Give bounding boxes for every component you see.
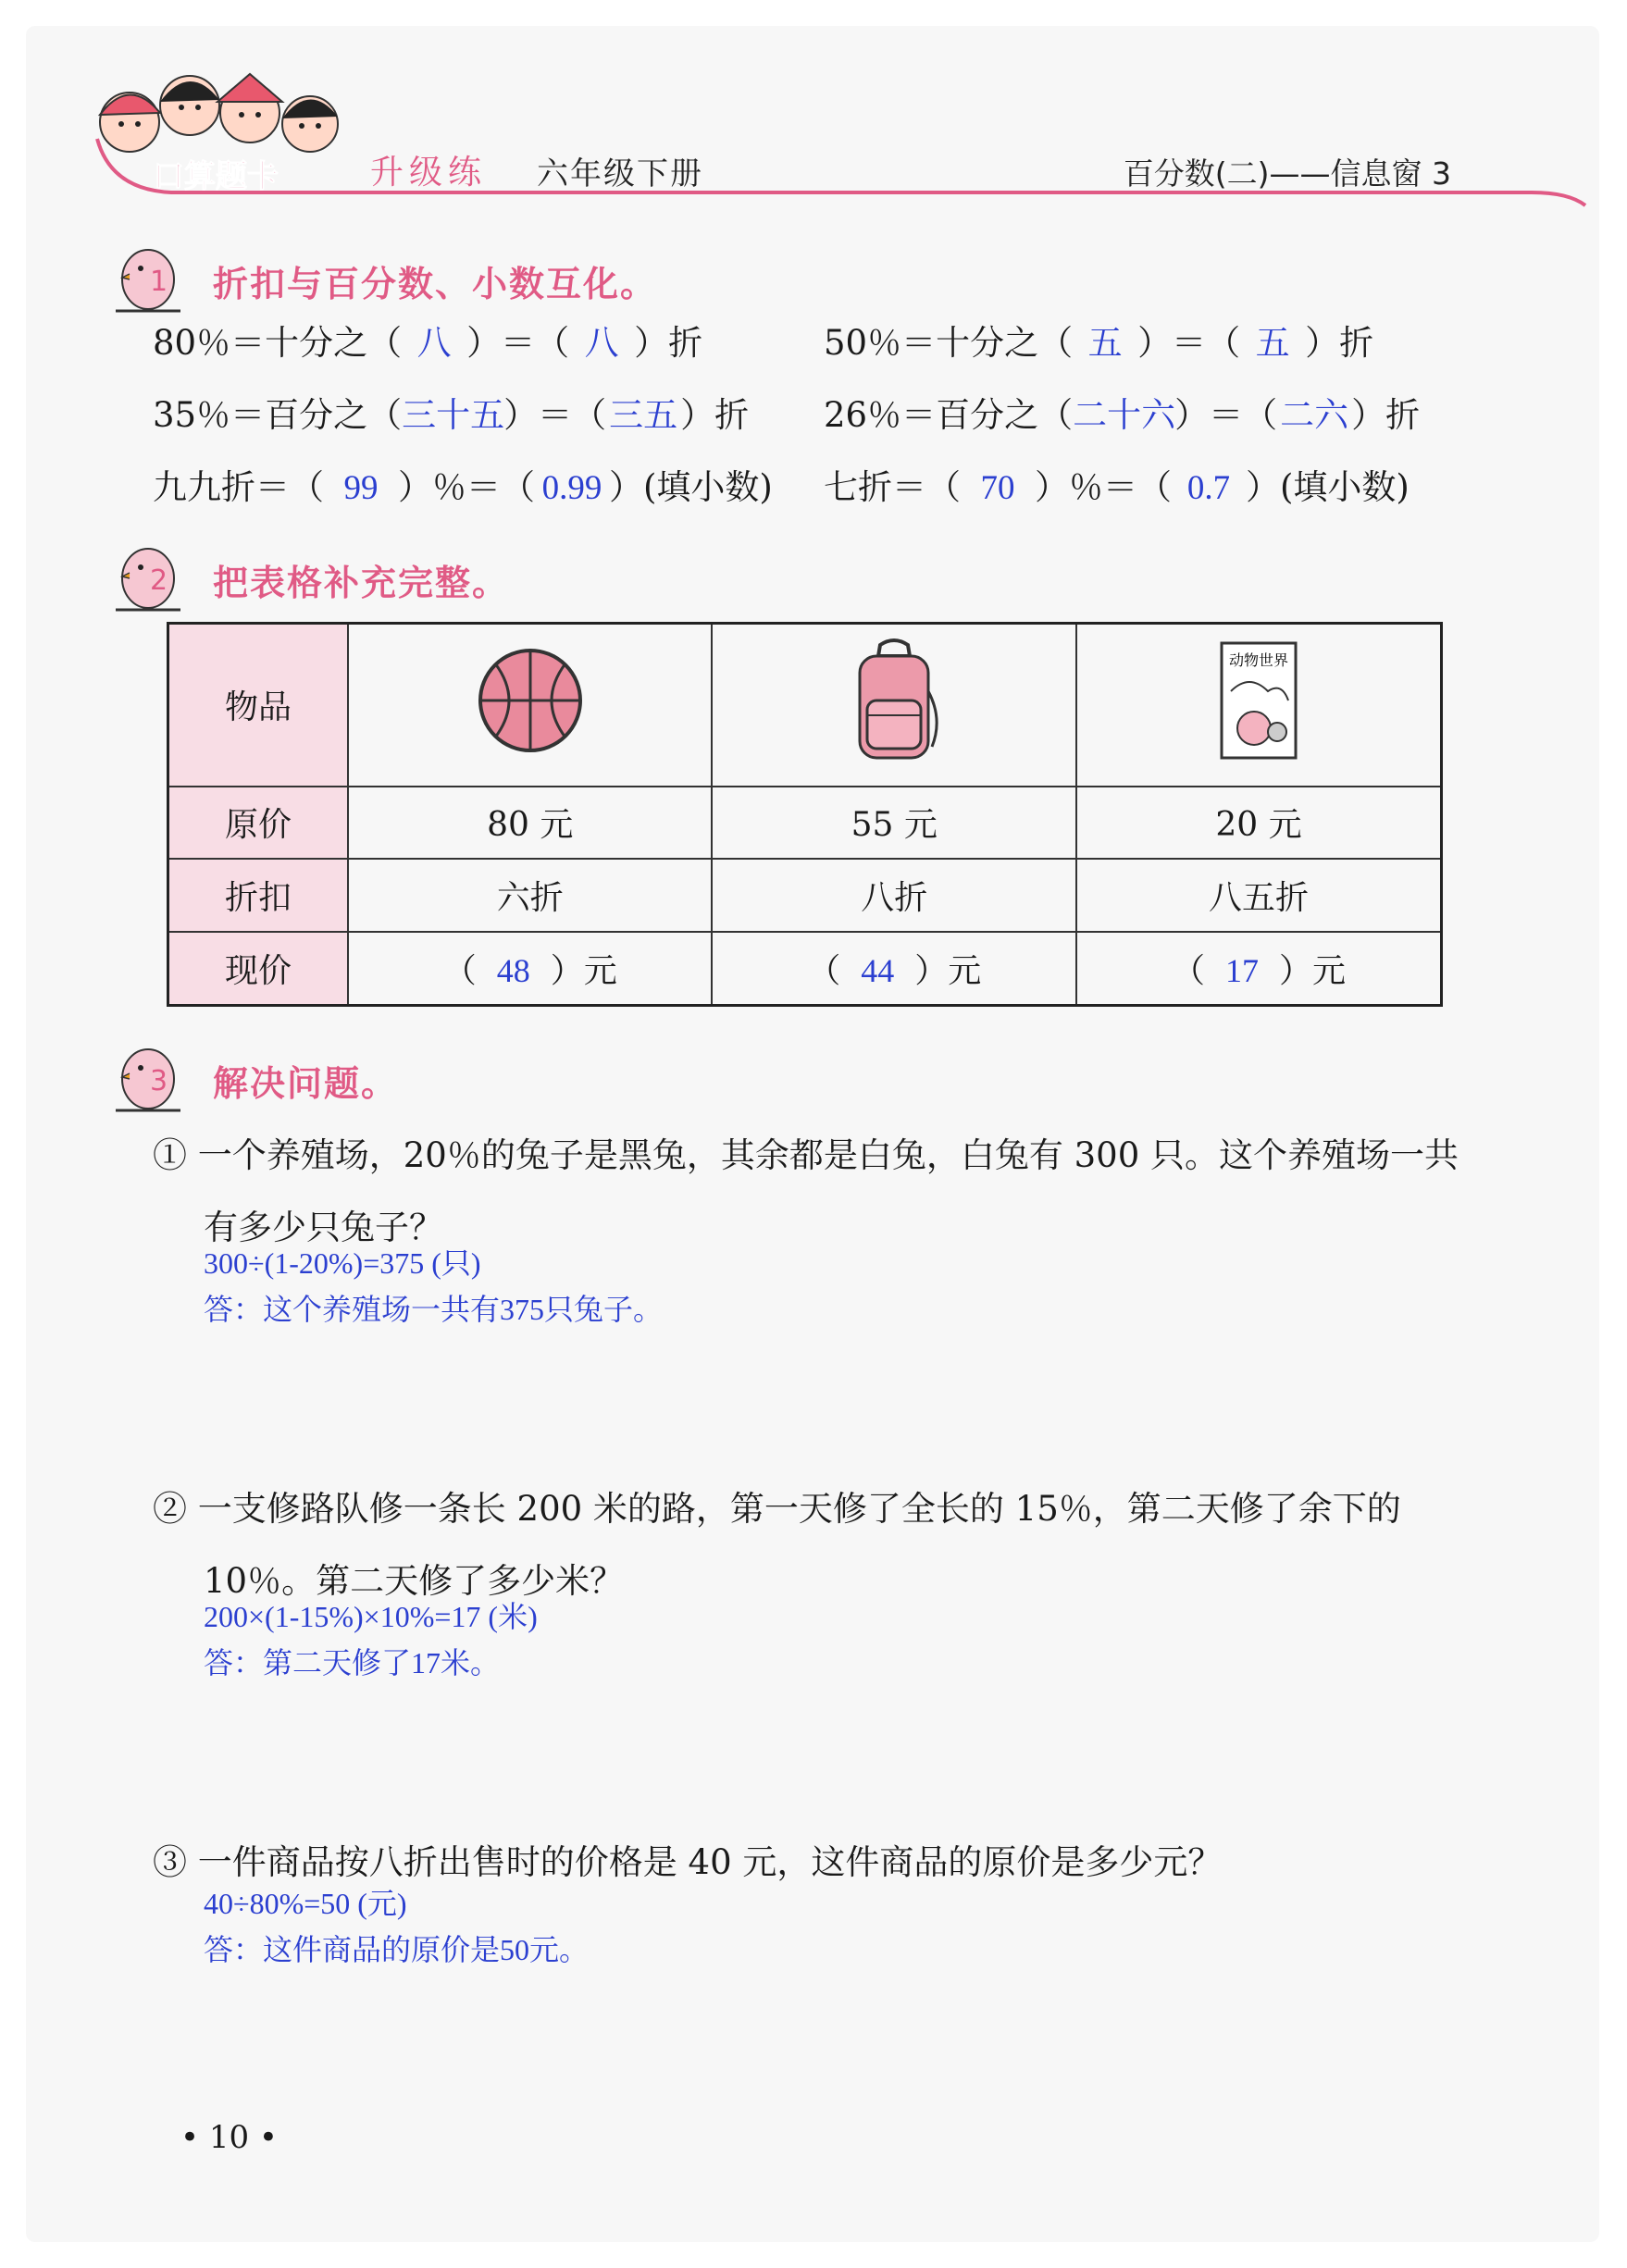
price-cell: 55 元: [712, 787, 1075, 860]
now-price-answer: 44: [861, 952, 895, 989]
section-number: 3: [150, 1065, 168, 1097]
section-title: 折扣与百分数、小数互化。: [213, 264, 658, 304]
basketball-icon: [475, 645, 586, 756]
problem-2-line-1: ② 一支修路队修一条长 200 米的路，第一天修了全长的 15％，第二天修了余下的: [153, 1489, 1401, 1529]
bird-icon: [111, 541, 187, 617]
book-icon: [1212, 636, 1305, 765]
price-cell: 20 元: [1076, 787, 1442, 860]
problem-2-answer: 答：第二天修了17米。: [204, 1646, 501, 1679]
page-number: • 10 •: [180, 2119, 278, 2156]
problem-3-line-1: ③ 一件商品按八折出售时的价格是 40 元，这件商品的原价是多少元？: [153, 1842, 1223, 1882]
conversion-row-2-right: 26％＝百分之（二十六）＝（二六）折: [824, 395, 1421, 435]
section-number: 1: [150, 266, 168, 298]
item-cell-backpack: [712, 624, 1075, 787]
header-section: 百分数(二)——信息窗 3: [1123, 155, 1451, 192]
item-cell-book: [1076, 624, 1442, 787]
item-cell-basketball: [348, 624, 712, 787]
conversion-row-3-right: 七折＝（ 70 ）％＝（ 0.7 ）(填小数): [824, 467, 1410, 507]
problem-2-line-2: 10％。第二天修了多少米？: [204, 1561, 625, 1601]
section-title: 解决问题。: [213, 1063, 399, 1104]
book-title: 动物世界: [1228, 651, 1288, 670]
price-cell: 80 元: [348, 787, 712, 860]
now-price-answer: 17: [1224, 952, 1259, 989]
bird-icon: [111, 1042, 187, 1118]
row-head-price: 原价: [168, 787, 349, 860]
table-row-discount: [168, 859, 1442, 932]
header-series: 升级练: [370, 154, 488, 192]
discount-cell: 六折: [348, 859, 712, 932]
table-row-items: [168, 624, 1442, 787]
row-head-now: 现价: [168, 932, 349, 1006]
section-2-heading: [111, 541, 759, 615]
problem-1-answer: 答：这个养殖场一共有375只兔子。: [204, 1293, 664, 1326]
table-row-price: [168, 787, 1442, 860]
problem-1-line-1: ① 一个养殖场，20％的兔子是黑兔，其余都是白兔，白兔有 300 只。这个养殖场一共: [153, 1135, 1459, 1175]
conversion-row-3-left: 九九折＝（ 99 ）％＝（ 0.99 ）(填小数): [153, 467, 773, 507]
backpack-icon: [843, 636, 945, 765]
now-price-cell: （ 48 ）元: [348, 932, 712, 1006]
conversion-row-2-left: 35％＝百分之（三十五）＝（三五）折: [153, 395, 750, 435]
section-title: 把表格补充完整。: [213, 563, 510, 603]
row-head-discount: 折扣: [168, 859, 349, 932]
section-3-heading: [111, 1042, 759, 1116]
discount-table: [167, 622, 1443, 1007]
conversion-row-1-left: 80％＝十分之（ 八 ）＝（ 八 ）折: [153, 323, 703, 363]
now-price-cell: （ 44 ）元: [712, 932, 1075, 1006]
discount-cell: 八折: [712, 859, 1075, 932]
section-1-heading: [111, 242, 759, 316]
header-grade: 六年级下册: [537, 155, 703, 192]
section-number: 2: [150, 564, 168, 597]
problem-2-calculation: 200×(1-15%)×10%=17 (米): [204, 1600, 538, 1633]
conversion-row-1-right: 50％＝十分之（ 五 ）＝（ 五 ）折: [824, 323, 1374, 363]
table-row-now-price: [168, 932, 1442, 1006]
problem-1-line-2: 有多少只兔子？: [204, 1208, 443, 1247]
now-price-answer: 48: [496, 952, 530, 989]
logo-text: 口算题卡: [153, 158, 279, 195]
discount-cell: 八五折: [1076, 859, 1442, 932]
problem-1-calculation: 300÷(1-20%)=375 (只): [204, 1246, 481, 1280]
problem-3-answer: 答：这件商品的原价是50元。: [204, 1933, 590, 1966]
bird-icon: [111, 242, 187, 318]
row-head-item: 物品: [168, 624, 349, 787]
problem-3-calculation: 40÷80%=50 (元): [204, 1887, 407, 1920]
now-price-cell: （ 17 ）元: [1076, 932, 1442, 1006]
